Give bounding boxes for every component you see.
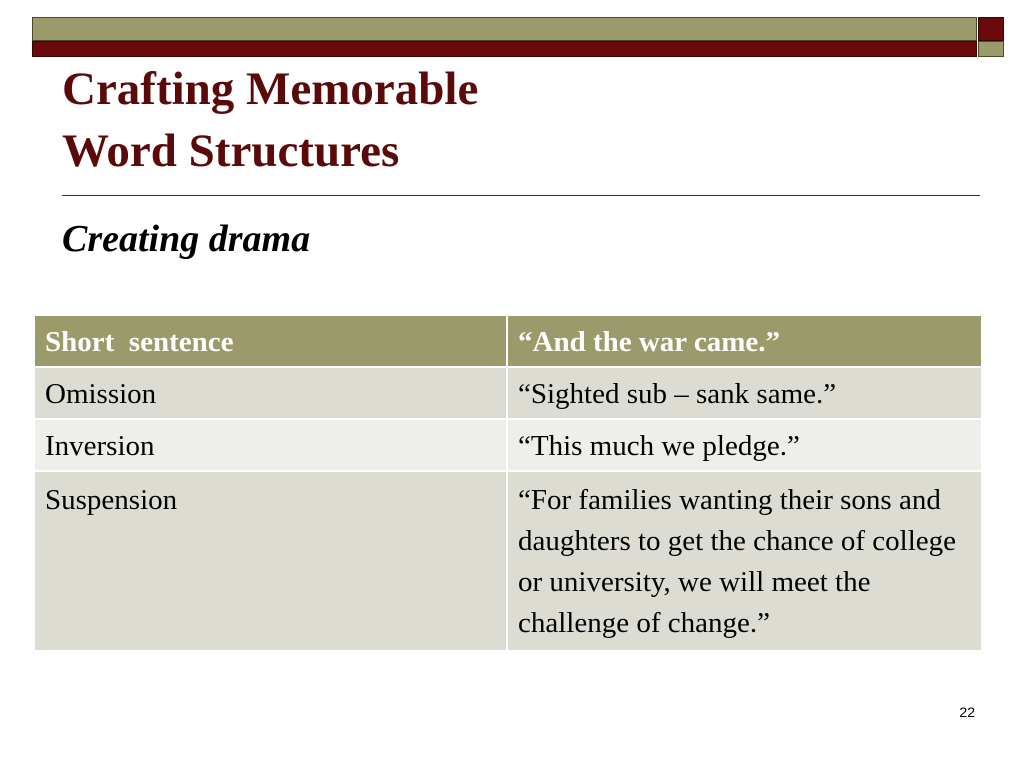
slide-title-line-2: Word Structures: [62, 125, 400, 177]
table-cell: Omission: [35, 367, 507, 419]
table-header-row: [35, 316, 981, 367]
top-accent-bar-maroon: [32, 41, 977, 57]
slide-title: [62, 58, 962, 182]
slide-title-line-1: Crafting Memorable: [62, 63, 479, 115]
top-accent-bar-olive: [32, 17, 977, 41]
examples-table: [35, 316, 981, 652]
table-cell: Suspension: [35, 471, 507, 651]
table-cell: “For families wanting their sons and daughters to get the chance of college or university, we will meet the challenge of change.”: [507, 471, 981, 651]
table-header-cell: Short sentence: [35, 316, 507, 367]
corner-square-olive: [978, 41, 1004, 57]
table-row: [35, 419, 981, 471]
title-divider: [62, 195, 980, 196]
table-row: [35, 471, 981, 651]
table-header-cell: “And the war came.”: [507, 316, 981, 367]
table-cell: “This much we pledge.”: [507, 419, 981, 471]
corner-square-maroon: [978, 17, 1004, 41]
page-number: 22: [959, 704, 975, 720]
table-cell: Inversion: [35, 419, 507, 471]
slide-subtitle: Creating drama: [62, 218, 311, 260]
table-row: [35, 367, 981, 419]
table-cell: “Sighted sub – sank same.”: [507, 367, 981, 419]
